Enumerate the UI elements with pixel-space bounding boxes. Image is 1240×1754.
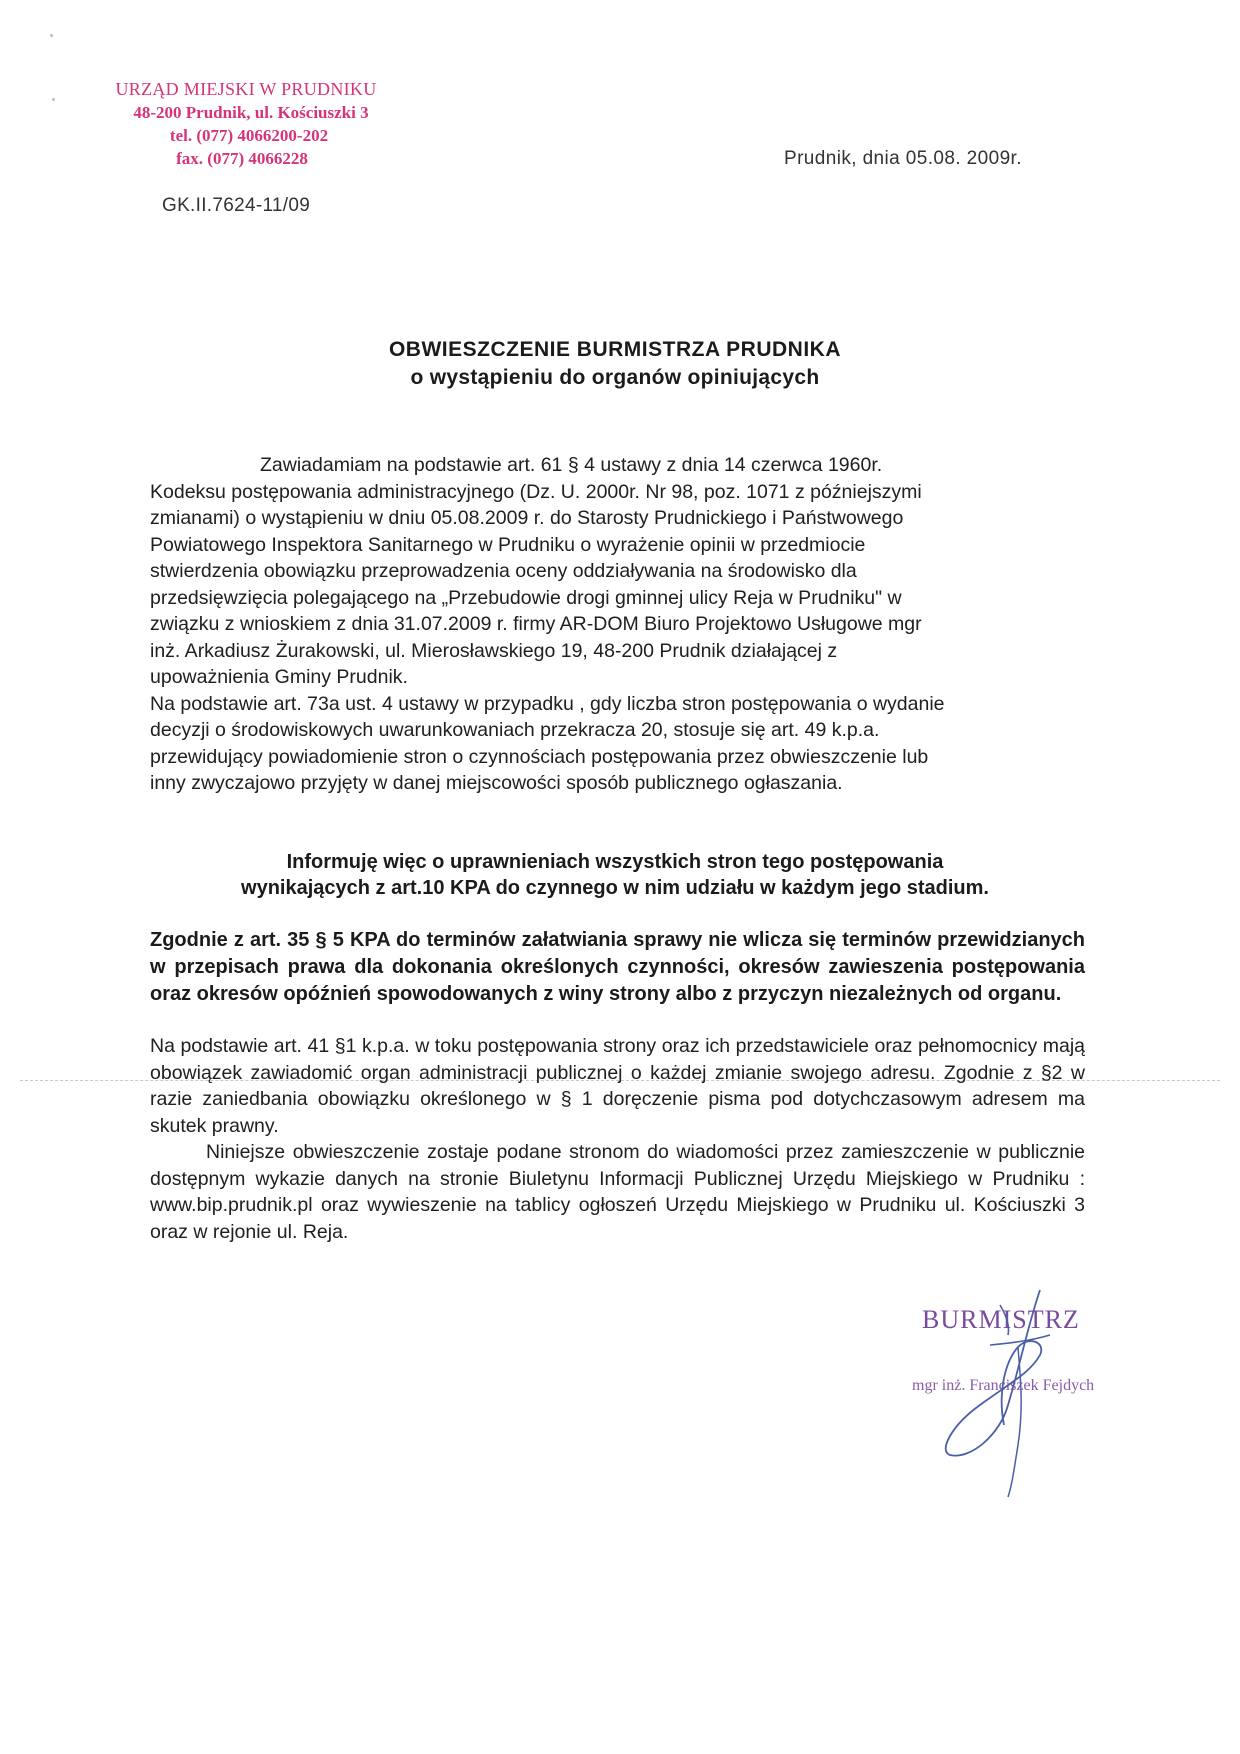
text-line: decyzji o środowiskowych uwarunkowaniach przekracza 20, stosuje się art. 49 k.p.a. — [150, 719, 880, 741]
office-stamp — [96, 78, 396, 170]
main-paragraph — [150, 452, 1085, 797]
signature-block — [900, 1285, 1160, 1505]
inform-line: wynikających z art.10 KPA do czynnego w nim udziału w każdym jego stadium. — [241, 877, 989, 899]
text-line: Zawiadamiam na podstawie art. 61 § 4 ustawy z dnia 14 czerwca 1960r. — [260, 454, 883, 476]
text-line: zmianami) o wystąpieniu w dniu 05.08.2009 r. do Starosty Prudnickiego i Państwowego — [150, 507, 904, 529]
text-line: Na podstawie art. 73a ust. 4 ustawy w przypadku , gdy liczba stron postępowania o wydanie — [150, 692, 945, 715]
signature-name: mgr inż. Franciszek Fejdych — [912, 1377, 1095, 1394]
inform-line: Informuję więc o uprawnieniach wszystkich stron tego postępowania — [286, 851, 944, 873]
text-line: związku z wnioskiem z dnia 31.07.2009 r. firmy AR-DOM Biuro Projektowo Usługowe mgr — [150, 613, 922, 635]
text-line: przedsięwzięcia polegającego na „Przebudowie drogi gminnej ulicy Reja w Prudniku" w — [150, 586, 902, 609]
art35-paragraph: Zgodnie z art. 35 § 5 KPA do terminów załatwiania sprawy nie wlicza się terminów przewidzianych w przepisach prawa dla dokonania określonych czynności, okresów zawieszenia postępowania oraz okresów opóźnień spowodowanych z winy strony albo z przyczyn niezależnych od organu. — [150, 929, 1085, 1005]
art41-paragraph: Na podstawie art. 41 §1 k.p.a. w toku postępowania strony oraz ich przedstawiciele oraz pełnomocnicy mają obowiązek zawiadomić organ administracji publicznej o każdej zmianie swojego adresu. Zgodnie z §2 w razie zaniedbania obowiązku określonego w § 1 doręczenie pisma pod dotychczasowym adresem ma skutek prawny. — [150, 1035, 1085, 1137]
reference-number: GK.II.7624-11/09 — [162, 195, 311, 216]
inform-paragraph — [150, 849, 1080, 901]
stamp-phone: tel. (077) 4066200-202 — [169, 126, 329, 145]
stamp-office-name: URZĄD MIEJSKI W PRUDNIKU — [115, 79, 377, 99]
document-date: Prudnik, dnia 05.08. 2009r. — [784, 148, 1022, 169]
handwritten-signature — [900, 1285, 1160, 1505]
text-line: upoważnienia Gminy Prudnik. — [150, 666, 408, 688]
closing-paragraphs — [150, 1033, 1085, 1245]
text-line: inny zwyczajowo przyjęty w danej miejscowości sposób publicznego ogłaszania. — [150, 772, 843, 794]
stamp-fax: fax. (077) 4066228 — [176, 149, 308, 168]
text-line: Powiatowego Inspektora Sanitarnego w Prudniku o wyrażenie opinii w przedmiocie — [150, 533, 866, 556]
document-title: OBWIESZCZENIE BURMISTRZA PRUDNIKA — [388, 338, 842, 361]
signature-title: BURMISTRZ — [922, 1305, 1080, 1334]
text-line: przewidujący powiadomienie stron o czynnościach postępowania przez obwieszczenie lub — [150, 745, 929, 768]
scan-speck — [52, 98, 55, 101]
document-subtitle: o wystąpieniu do organów opiniujących — [410, 366, 820, 389]
text-line: inż. Arkadiusz Żurakowski, ul. Mierosławskiego 19, 48-200 Prudnik działającej z — [150, 639, 838, 662]
text-line: Kodeksu postępowania administracyjnego (Dz. U. 2000r. Nr 98, poz. 1071 z późniejszymi — [150, 480, 922, 503]
text-line: stwierdzenia obowiązku przeprowadzenia oceny oddziaływania na środowisko dla — [150, 560, 857, 582]
stamp-address: 48-200 Prudnik, ul. Kościuszki 3 — [133, 103, 369, 122]
publication-paragraph: Niniejsze obwieszczenie zostaje podane stronom do wiadomości przez zamieszczenie w publicznie dostępnym wykazie danych na stronie Biuletynu Informacji Publicznej Urzędu Miejskiego w Prudniku : www.bip.prudnik.pl oraz wywieszenie na tablicy ogłoszeń Urzędu Miejskiego w Prudniku ul. Kościuszki 3 oraz w rejonie ul. Reja. — [150, 1141, 1085, 1243]
scan-speck — [50, 34, 53, 37]
